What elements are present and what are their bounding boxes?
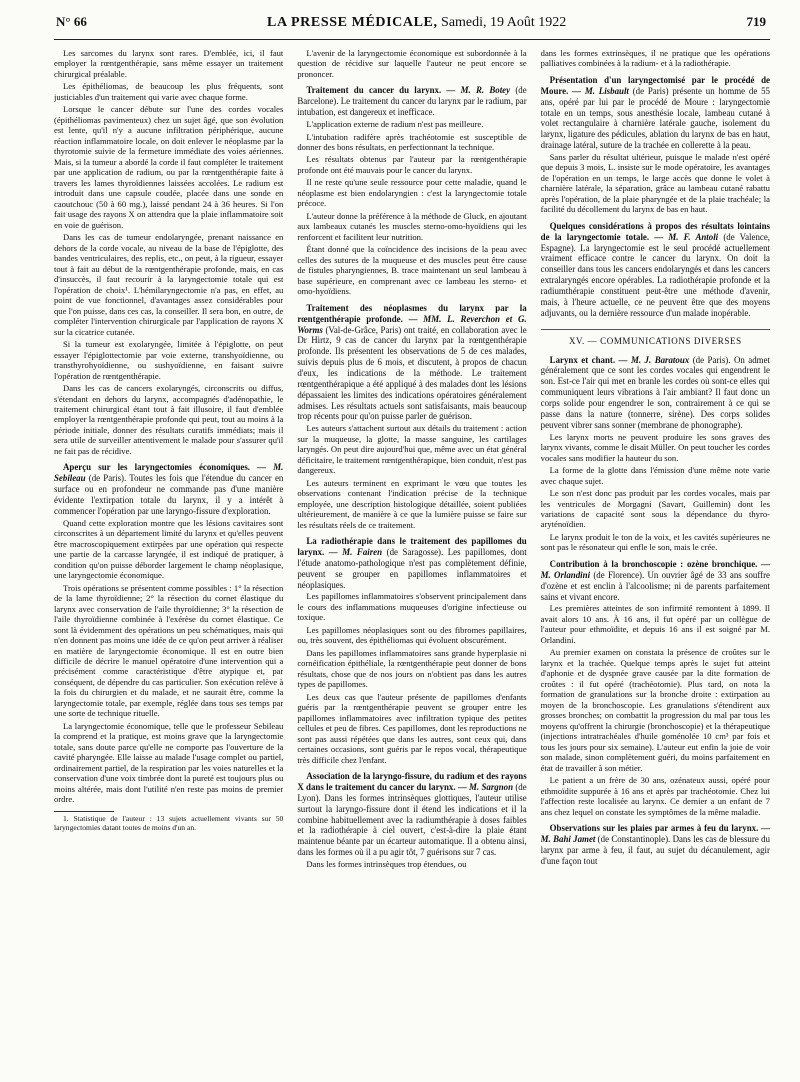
article-heading <box>541 355 770 431</box>
article-lead: (de Paris) présente un homme de 55 ans, opéré par lui par le procédé de Moure : laryngectomie totale en un temps, sous anesthésie locale, lambeau cutané à volet rectangulaire à charnière latérale gauche, isolement du larynx, ligature des pédicules, ablation du larynx de bas en haut, drainage latéral, suture de la trachée en collerette à la peau. <box>540 85 770 151</box>
article-title: Quelques considérations à propos des résultats lointains de la laryngectomie totale. — <box>540 220 770 242</box>
article-author: M. F. Antoli <box>668 231 719 242</box>
article-heading <box>541 823 770 866</box>
paragraph: Étant donné que la coïncidence des incisions de la peau avec celles des sutures de la muqueuse et des muscles peut être cause de fistules pharyngiennes, B. trace maintenant un seul lambeau à base supérieure, en comprenant avec ce lambeau les sterno- et omo-hyoïdiens. <box>297 244 527 297</box>
paragraph: Il ne reste qu'une seule ressource pour cette maladie, quand le néoplasme est bien endolaryngien : c'est la laryngectomie totale précoce. <box>297 177 527 209</box>
article-lead: (de Lyon). Dans les formes intrinsèques glottiques, l'auteur utilise surtout la laryngo-fissure dont il étend les indications et il la combine habituellement avec la radiumthérapie à doses faibles et la radiothérapie à ciel ouvert, c'est-à-dire la plaie étant maintenue béante par un écarteur automatique. Il a obtenu ainsi, dans les formes où il a pu agir tôt, 7 guérisons sur 7 cas. <box>297 781 527 858</box>
text-columns <box>54 48 770 1078</box>
article-title: Larynx et chant. — <box>549 354 631 365</box>
article-heading <box>541 75 770 151</box>
paragraph: La laryngectomie économique, telle que le professeur Sebileau la comprend et la pratique, est moins grave que la laryngectomie totale, sans doute parce qu'elle ne comporte pas l'ouverture de la cavité pharyngée. Elle laisse au malade l'usage complet ou partiel, ordinairement partiel, de la respiration par les voies naturelles et la conservation d'une voix timbrée dont la pureté est toujours plus ou moins altérée, mais dont l'utilité n'en reste pas moins de premier ordre. <box>54 720 284 805</box>
footnote-divider <box>54 811 114 812</box>
article-lead: (de Paris). On admet généralement que ce sont les cordes vocales qui engendrent le son. Est-ce l'air qui met en branle les cordes où sont-ce elles qui communiquent leurs vibrations à l'air ambiant? Il faut donc un corps solide pour engendrer le son, contrairement à ce qui se passe dans la nature (tonnerre, sirène). Des corps solides peuvent vibrer sans sonner (membrane de phonographe). <box>540 354 770 430</box>
issue-date: Samedi, 19 Août 1922 <box>437 15 567 30</box>
column-2 <box>297 48 526 1078</box>
article-lead: (de Valence, Espagne). La laryngectomie est le seul procédé actuellement vraiment efficace contre le cancer du larynx. On doit la conseiller dans tous les cancers endolaryngés et dans les cancers extralaryngés encore opérables. La radiothérapie profonde et la radiumthérapie constituent peut-être une méthode d'avenir, mais, à l'heure actuelle, ce ne peuvent être que des moyens adjuvants, ou la dernière ressource d'un malade inopérable. <box>540 231 770 318</box>
paragraph: L'application externe de radium n'est pas meilleure. <box>306 119 484 130</box>
article-author: M. Orlandini <box>540 569 591 580</box>
paragraph: Les premières atteintes de son infirmité remontent à 1899. Il avait alors 10 ans. À 16 ans, il fut opéré par un collègue de l'auteur pour ethmoïdite, et depuis 16 ans il est soigné par M. Orlandini. <box>540 603 770 645</box>
article-lead: (de Florence). Un ouvrier âgé de 33 ans souffre d'ozène et est enclin à l'alcoolisme; ni de parents parfaitement sains et vivant encore. <box>540 569 770 602</box>
paragraph: L'auteur donne la préférence à la méthode de Gluck, en ajoutant aux lambeaux cutanés les muscles sterno-omo-hyoïdiens qui les renforcent et facilitent leur nutrition. <box>297 210 527 242</box>
issue-number: N° 66 <box>56 14 87 29</box>
article-heading <box>297 536 526 590</box>
article-title: Traitement du cancer du larynx. — <box>306 85 461 96</box>
paragraph: Trois opérations se présentent comme possibles : 1° la résection de la lame thyroïdienne; 2° la résection du cornet élastique du larynx avec conservation de l'aile thyroïdienne; 3° la résection de l'aile thyroïdienne combinée à l'exérèse du cornet élastique. Ce sont là évidemment des opérations un peu schématiques, mais qui n'en donnent pas moins une idée de ce qu'on peut arriver à réaliser en matière de laryngectomie économique. Il est en outre bien difficile de décrire le manuel opératoire d'une intervention qui a précisément comme caractéristique d'être atypique et, par conséquent, de dépendre du cas particulier. Son exécution relève à la fois du chirurgien et du malade, et ne saurait être, comme la laryngectomie totale, par exemple, réglée dans tous ses temps par une sorte de technique rituelle. <box>54 582 284 719</box>
article-lead: (de Constantinople). Dans les cas de blessure du larynx par arme à feu, il faut, au sujet du décanulement, agir d'une façon tout <box>540 833 770 866</box>
column-1 <box>54 48 283 1078</box>
article-author: M. R. Botey <box>460 85 511 96</box>
paragraph: Les deux cas que l'auteur présente de papillomes d'enfants guéris par la rœntgenthérapie peuvent se grouper entre les papillomes inflammatoires avec infiltration typique des petites cellules et peu de fibres. Ces papillomes, dont les reproductions ne sont pas aussi répétées que dans les autres, sont ceux qui, dans certaines occasions, sont guéris par le repos vocal, thérapeutique très difficile chez l'enfant. <box>297 691 527 765</box>
article-heading <box>297 771 526 858</box>
journal-title <box>267 15 566 31</box>
article-title: La radiothérapie dans le traitement des papillomes du larynx. — <box>297 536 527 557</box>
running-header <box>54 14 770 40</box>
article-lead: (de Barcelone). Le traitement du cancer du larynx par le radium, par intubation, est dangereux et inefficace. <box>297 85 527 118</box>
paragraph: Le son n'est donc pas produit par les cordes vocales, mais par les ventricules de Morgagni (Savart, Guillemin) dont les variations de capacité sont sous la dépendance du thyro-aryténoïdien. <box>540 488 770 530</box>
paragraph: Les larynx morts ne peuvent produire les sons graves des larynx vivants, comme le disait Müller. On peut toucher les cordes vocales sans modifier la hauteur du son. <box>540 431 770 463</box>
article-title: Présentation d'un laryngectomisé par le procédé de Moure. — <box>540 74 770 96</box>
paragraph: Quand cette exploration montre que les lésions cavitaires sont circonscrites à un département limité du larynx et qu'elles peuvent être macroscopiquement extirpées par une opération qui respecte une partie de la carcasse laryngée, il est indiqué de pratiquer, à condition qu'on puisse déborder largement le champ néoplasique, une laryngectomie économique. <box>54 517 284 581</box>
paragraph: Lorsque le cancer débute sur l'une des cordes vocales (épithéliomas pavimenteux) chez un sujet âgé, que son évolution est lente, qu'il n'y a aucune infiltration périphérique, aucune réaction inflammatoire locale, on doit enlever le néoplasme par la thyrotomie suivie de la fermeture immédiate des voies aériennes. Mais, si la tumeur a abordé la corde il faut compléter le traitement par une application de radium, ou par la rœntgenthérapie faite à travers les lames thyroïdiennes laissées accolées. Le radium est introduit dans une capsule coudée, placée dans une sonde en caoutchouc (50 à 60 mg.), laissé pendant 24 à 36 heures. Si l'on fait usage des rayons X on attendra que la plaie inflammatoire soit en voie de guérison. <box>54 104 284 230</box>
paragraph: Les papillomes néoplasiques sont ou des fibromes papillaires, ou, très souvent, des épithéliomas qui évoluent obscurément. <box>297 624 527 646</box>
article-title: Contribution à la bronchoscopie : ozène bronchique. — <box>549 558 770 569</box>
article-heading <box>297 303 526 422</box>
article-author: M. Sebileau <box>54 462 284 484</box>
paragraph: Les épithéliomas, de beaucoup les plus fréquents, sont justiciables d'un traitement qui varie avec chaque forme. <box>54 81 284 102</box>
article-author: M. Bahi Jamet <box>540 833 596 844</box>
paragraph: Les sarcomes du larynx sont rares. D'emblée, ici, il faut employer la rœntgenthérapie, sans même essayer un traitement chirurgical préalable. <box>54 48 284 79</box>
paragraph: L'avenir de la laryngectomie économique est subordonnée à la question de récidive sur laquelle l'auteur ne peut encore se prononcer. <box>297 48 527 79</box>
article-title: Observations sur les plaies par armes à feu du larynx. — <box>549 823 770 834</box>
paragraph: Sans parler du résultat ultérieur, puisque le malade n'est opéré que depuis 3 mois, L. insiste sur le mode opératoire, les avantages de l'opération en un temps, le large accès que donne le volet à charnière latérale, la séparation, grâce au lambeau cutané rabattu après l'opération, de la plaie pharyngée et de la plaie trachéale; la facilité du décollement du larynx de bas en haut. <box>540 151 770 215</box>
paragraph: Au premier examen on constata la présence de croûtes sur le larynx et la trachée. Quelque temps après le sujet fut atteint d'aphonie et de dyspnée grave causée par la dite formation de croûtes : il fut opéré (trachéotomie). Plus tard, on nota la formation de granulations sur la bronche droite : extirpation au moyen de la bronchoscopie. Les granulations s'étendirent aux grosses bronches; on combattit la progression du mal par tous les moyens qu'offrent la chirurgie (bronchoscopie) et la thérapeutique (injections intratrachéales d'huile goménolée 10 cm³ par fois et tous les jours pour six semaine). L'auteur eut enfin la joie de voir son malade, sinon complètement guéri, du moins parfaitement en état de travailler à son métier. <box>540 647 770 773</box>
paragraph: Le patient a un frère de 30 ans, ozénateux aussi, opéré pour ethmoïdite suppurée à 16 ans et après par trachéotomie. Chez lui l'affection reste localisée au larynx. Ce dernier a un enfant de 7 ans chez lequel on constate les symptômes de la même maladie. <box>540 775 770 817</box>
column-3 <box>541 48 770 1078</box>
article-heading <box>54 462 283 516</box>
page-number: 719 <box>746 14 766 29</box>
paragraph: Le larynx produit le ton de la voix, et les cavités supérieures ne sont pas le résonateur qui enfle le son, mais le crée. <box>540 531 770 553</box>
paragraph: Si la tumeur est exolaryngée, limitée à l'épiglotte, on peut essayer l'épiglottectomie par voie externe, transhyoïdienne, ou transthyrohyoïdienne, ou sushyoïdienne, en faisant suivre l'opération de rœntgenthérapie. <box>54 339 284 381</box>
article-lead: (Val-de-Grâce, Paris) ont traité, en collaboration avec le Dr Hirtz, 9 cas de cancer du larynx par la rœntgenthérapie profonde. Ils présentent les observations de 5 de ces malades, suivis depuis plus de 6 mois, et discutent, à propos de chacun d'eux, les indications de la méthode. Le traitement rœntgenthérapique a été appliqué à des malades dont les lésions dépassaient les limites des indications opératoires généralement admises. Les résultats actuels sont satisfaisants, mais beaucoup trop récents pour qu'on puisse parler de guérison. <box>297 324 527 422</box>
paragraph: Les auteurs s'attachent surtout aux détails du traitement : action sur la muqueuse, la glotte, la masse sanguine, les cartilages laryngés. On peut dire aujourd'hui que, même avec un état général déficitaire, le traitement rœntgenthérapique, bien conduit, n'est pas dangereux. <box>297 423 527 476</box>
article-title: Association de la laryngo-fissure, du radium et des rayons X dans le traitement du cancer du larynx. — <box>297 771 527 792</box>
article-author: MM. L. Reverchon et G. Worms <box>297 313 527 335</box>
paragraph: La forme de la glotte dans l'émission d'une même note varie avec chaque sujet. <box>540 465 770 486</box>
paragraph: dans les formes extrinsèques, il ne pratique que les opérations palliatives combinées à la radium- et à la radiothérapie. <box>540 48 770 69</box>
journal-name: LA PRESSE MÉDICALE, <box>267 15 438 30</box>
article-lead: (de Paris). Toutes les fois que l'étendue du cancer en surface ou en profondeur ne commande pas d'une manière évidente l'extirpation totale du larynx, il y a intérêt à commencer l'opération par une laryngo-fissure d'exploration. <box>54 473 284 516</box>
article-lead: (de Saragosse). Les papillomes, dont l'étude anatomo-pathologique n'est pas complètement définie, peuvent se grouper en papillomes inflammatoires et néoplasiques. <box>297 546 527 590</box>
section-heading: XV. — COMMUNICATIONS DIVERSES <box>541 329 770 347</box>
article-heading <box>541 559 770 602</box>
paragraph: Les papillomes inflammatoires s'observent principalement dans le cours des inflammations muqueuses d'origine infectieuse ou toxique. <box>297 591 527 623</box>
article-author: M. Sargnon <box>469 781 514 792</box>
paragraph: L'intubation radifère après trachéotomie est susceptible de donner des bons résultats, en perfectionnant la technique. <box>297 131 527 152</box>
article-title: Aperçu sur les laryngectomies économiques. — <box>63 462 274 473</box>
article-heading <box>297 85 526 118</box>
paragraph: Dans les papillomes inflammatoires sans grande hyperplasie ni cornéification épithéliale, la rœntgenthérapie peut donner de bons résultats, chose que de nos jours on n'obtient pas dans les autres types de papillomes. <box>297 647 527 690</box>
article-author: M. Lisbault <box>584 85 629 96</box>
article-heading <box>541 221 770 319</box>
article-title: Traitement des néoplasmes du larynx par la rœntgenthérapie profonde. — <box>297 302 527 324</box>
paragraph: Dans les formes intrinsèques trop étendues, ou <box>306 859 467 869</box>
paragraph: Les auteurs terminent en exprimant le vœu que toutes les observations contenant l'indication précise de la technique employée, une description histologique détaillée, soient publiées ultérieurement, de manière à ce que la lumière puisse se faire sur les résultats réels de ce traitement. <box>297 477 527 530</box>
paragraph: Dans les cas de cancers exolaryngés, circonscrits ou diffus, s'étendant en dehors du larynx, accompagnés d'adénopathie, le traitement chirurgical étant tout à fait illusoire, il faut d'emblée employer la rœntgenthérapie profonde qui peut, tout au moins à la période initiale, donner des résultats curatifs immédiats; mais il sera utile de surveiller attentivement le malade pour s'assurer qu'il ne fait pas de récidive. <box>54 383 284 456</box>
article-author: M. J. Baratoux <box>630 354 690 365</box>
paragraph: Dans les cas de tumeur endolaryngée, prenant naissance en dehors de la corde vocale, au niveau de la base de l'épiglotte, des bandes ventriculaires, des replis, etc., on peut, à la rigueur, essayer tout à fait au début de la rœntgenthérapie profonde, mais, en cas d'insuccès, il faut recourir à la laryngectomie totale qui est l'opération de choix¹. L'hémilaryngectomie n'a pas, en effet, au point de vue fonctionnel, d'avantages assez considérables pour que l'on puisse, dans ces cas, la conseiller. Il sera bon, en outre, de compléter l'intervention chirurgicale par l'application de rayons X sur la cicatrice cutanée. <box>54 232 284 337</box>
paragraph: Les résultats obtenus par l'auteur par la rœntgenthérapie profonde ont été mauvais pour le cancer du larynx. <box>297 154 527 175</box>
footnote: 1. Statistique de l'auteur : 13 sujets actuellement vivants sur 50 laryngectomies datant toutes de moins d'un an. <box>54 813 284 833</box>
article-author: M. Fairen <box>342 546 383 557</box>
